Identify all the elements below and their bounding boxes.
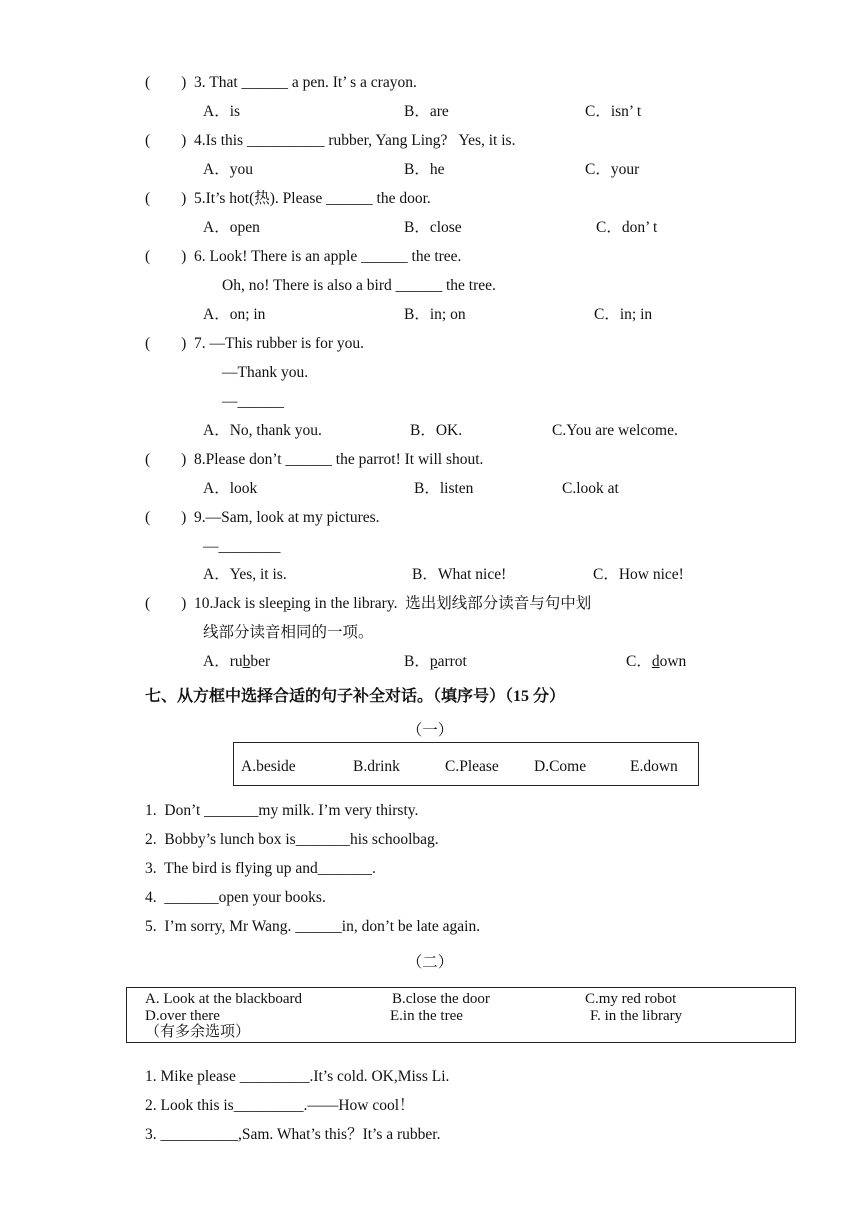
part-2-item-3: 3. __________,Sam. What’s this？It’s a rubber. bbox=[145, 1126, 441, 1143]
question-3-option-a: A．is bbox=[203, 103, 241, 120]
part-1-item-2: 2. Bobby’s lunch box is_______his schoolbag. bbox=[145, 831, 439, 848]
question-10-option-a: A．rubber bbox=[203, 653, 271, 670]
part-1-item-1: 1. Don’t _______my milk. I’m very thirsty. bbox=[145, 802, 419, 819]
question-6-stem: 6. Look! There is an apple ______ the tree. bbox=[194, 248, 462, 265]
answer-paren: ( ) bbox=[145, 451, 187, 468]
answer-paren: ( ) bbox=[145, 248, 187, 265]
word-option-e: E.down bbox=[630, 758, 678, 775]
section-7-heading: 七、从方框中选择合适的句子补全对话。（填序号）（15 分） bbox=[145, 688, 566, 705]
question-5-option-a: A．open bbox=[203, 219, 260, 236]
phrase-option-c: C.my red robot bbox=[585, 991, 677, 1007]
answer-paren: ( ) bbox=[145, 74, 187, 91]
question-5-option-b: B．close bbox=[404, 219, 462, 236]
question-7-option-b: B．OK. bbox=[410, 422, 463, 439]
answer-paren: ( ) bbox=[145, 595, 187, 612]
answer-paren: ( ) bbox=[145, 509, 187, 526]
part-2-item-2: 2. Look this is_________.——How cool！ bbox=[145, 1097, 415, 1114]
word-option-a: A.beside bbox=[241, 758, 296, 775]
question-8-option-a: A．look bbox=[203, 480, 258, 497]
word-bank-box-1 bbox=[233, 742, 699, 786]
question-3-option-c: C．isn’ t bbox=[585, 103, 642, 120]
question-4-option-b: B．he bbox=[404, 161, 445, 178]
question-9-stem-line2: —________ bbox=[203, 538, 281, 555]
underlined-letter: p bbox=[283, 595, 291, 612]
answer-paren: ( ) bbox=[145, 335, 187, 352]
part-1-title: （一） bbox=[406, 722, 454, 739]
question-10-option-c: C．down bbox=[626, 653, 687, 670]
question-3-stem: 3. That ______ a pen. It’ s a crayon. bbox=[194, 74, 417, 91]
answer-paren: ( ) bbox=[145, 132, 187, 149]
phrase-option-e: E.in the tree bbox=[390, 1008, 463, 1024]
question-10-stem: 10.Jack is sleeping in the library. 选出划线部分读音与句中划 bbox=[194, 595, 592, 612]
question-6-stem-line2: Oh, no! There is also a bird ______ the tree. bbox=[222, 277, 496, 294]
phrase-option-b: B.close the door bbox=[392, 991, 490, 1007]
question-9-option-a: A．Yes, it is. bbox=[203, 566, 287, 583]
question-4-option-c: C．your bbox=[585, 161, 640, 178]
part-2-item-1: 1. Mike please _________.It’s cold. OK,Miss Li. bbox=[145, 1068, 450, 1085]
question-4-stem: 4.Is this __________ rubber, Yang Ling? Yes, it is. bbox=[194, 132, 516, 149]
phrase-option-d: D.over there bbox=[145, 1008, 220, 1024]
question-4-option-a: A．you bbox=[203, 161, 253, 178]
question-3-option-b: B．are bbox=[404, 103, 449, 120]
question-5-stem: 5.It’s hot(热). Please ______ the door. bbox=[194, 190, 431, 207]
question-7-stem-line3: —______ bbox=[222, 393, 284, 410]
part-2-title: （二） bbox=[406, 954, 454, 971]
question-7-option-c: C.You are welcome. bbox=[552, 422, 678, 439]
extra-options-note: （有多余选项） bbox=[145, 1024, 251, 1040]
word-option-c: C.Please bbox=[445, 758, 499, 775]
question-7-stem-line2: —Thank you. bbox=[222, 364, 309, 381]
question-5-option-c: C．don’ t bbox=[596, 219, 658, 236]
part-1-item-5: 5. I’m sorry, Mr Wang. ______in, don’t be late again. bbox=[145, 918, 481, 935]
question-8-option-b: B．listen bbox=[414, 480, 474, 497]
question-6-option-a: A．on; in bbox=[203, 306, 266, 323]
question-8-stem: 8.Please don’t ______ the parrot! It will shout. bbox=[194, 451, 484, 468]
answer-paren: ( ) bbox=[145, 190, 187, 207]
phrase-bank-box-2 bbox=[126, 987, 796, 1043]
question-10-option-b: B．parrot bbox=[404, 653, 467, 670]
question-9-stem: 9.—Sam, look at my pictures. bbox=[194, 509, 380, 526]
question-9-option-c: C．How nice! bbox=[593, 566, 684, 583]
question-6-option-c: C．in; in bbox=[594, 306, 653, 323]
question-9-option-b: B．What nice! bbox=[412, 566, 507, 583]
question-7-stem: 7. —This rubber is for you. bbox=[194, 335, 365, 352]
phrase-option-f: F. in the library bbox=[590, 1008, 683, 1024]
question-8-option-c: C.look at bbox=[562, 480, 619, 497]
word-option-d: D.Come bbox=[534, 758, 587, 775]
question-7-option-a: A．No, thank you. bbox=[203, 422, 322, 439]
question-6-option-b: B．in; on bbox=[404, 306, 466, 323]
part-1-item-3: 3. The bird is flying up and_______. bbox=[145, 860, 376, 877]
phrase-option-a: A. Look at the blackboard bbox=[145, 991, 303, 1007]
part-1-item-4: 4. _______open your books. bbox=[145, 889, 326, 906]
question-10-stem-line2: 线部分读音相同的一项。 bbox=[203, 624, 374, 641]
word-option-b: B.drink bbox=[353, 758, 400, 775]
